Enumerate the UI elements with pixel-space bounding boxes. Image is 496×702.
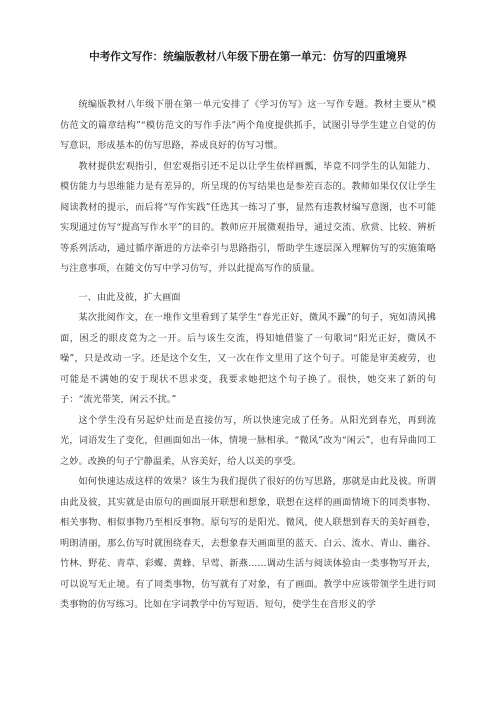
paragraph-analysis: 这个学生没有另起炉灶而是直接仿写，所以快速完成了任务。从阳光到春光，再到流光，词语发生了变化，但画面如出一体，情境一脉相承。“微风”改为“闲云”，也有异曲同工之妙。改换的句子宁静温柔，从容美好，给人以美的享受。: [60, 414, 436, 467]
document-body: [60, 95, 436, 616]
paragraph-guidance: 教材提供宏观指引，但宏观指引还不足以让学生依样画瓢，毕竟不同学生的认知能力、模仿能力与思维能力是有差异的，所呈现的仿写结果也是参差百态的。教师如果仅仅让学生阅读教材的提示，而后将“写作实践”任选其一练习了事，显然有违教材编写意图，也不可能实现通过仿写“提高写作水平”的目的。教师应开展微观指导，通过交流、欣赏、比较、辨析等系列活动，通过循序渐进的方法牵引与思路指引，帮助学生逐层深入理解仿写的实施策略与注意事项，在随文仿写中学习仿写，并以此提高写作的质量。: [60, 160, 436, 274]
paragraph-method: 如何快速达成这样的效果？该生为我们提供了很好的仿写思路，那就是由此及彼。所谓由此及彼，其实就是由原句的画面展开联想和想象，联想在这样的画面情境下的同类事物、相关事物、相似事物乃至相反事物。原句写的是阳光、微风，使人联想到春天的美好画卷，明朗清丽，那么仿写时就围绕春天，去想象春天画面里的蓝天、白云、流水、青山、幽谷、竹林、野花、青草、彩蝶、黄蜂、早莺、新燕……调动生活与阅读体验由一类事物写开去，可以说写无止境。有了同类事物，仿写就有了对象，有了画面。教学中应该带领学生进行同类事物的仿写练习。比如在字词教学中仿写短语、短句，使学生在音形义的学: [60, 476, 436, 610]
document-title: 中考作文写作：统编版教材八年级下册在第一单元：仿写的四重境界: [89, 51, 407, 63]
paragraph-intro: 统编版教材八年级下册在第一单元安排了《学习仿写》这一写作专题。教材主要从“模仿范文的篇章结构”“模仿范文的写作手法”两个角度提供抓手，试图引导学生建立自觉的仿写意识，形成基本的仿写思路，养成良好的仿写习惯。: [60, 99, 436, 151]
paragraph-example: 某次批阅作文，在一堆作文里看到了某学生“春光正好，微风不躁”的句子，宛如清风拂面，困乏的眼皮竟为之一开。后与该生交流，得知她借鉴了一句歌词“阳光正好，微风不噪”，只是改动一字。还是这个女生，又一次在作文里用了这个句子。可能是审美疲劳，也可能是不满她的安于现状不思求变，我要求她把这个句子换了。很快，她交来了新的句子：“流光带笑，闲云不扰。”: [60, 312, 436, 405]
section-heading: 一、由此及彼，扩大画面: [78, 291, 181, 303]
